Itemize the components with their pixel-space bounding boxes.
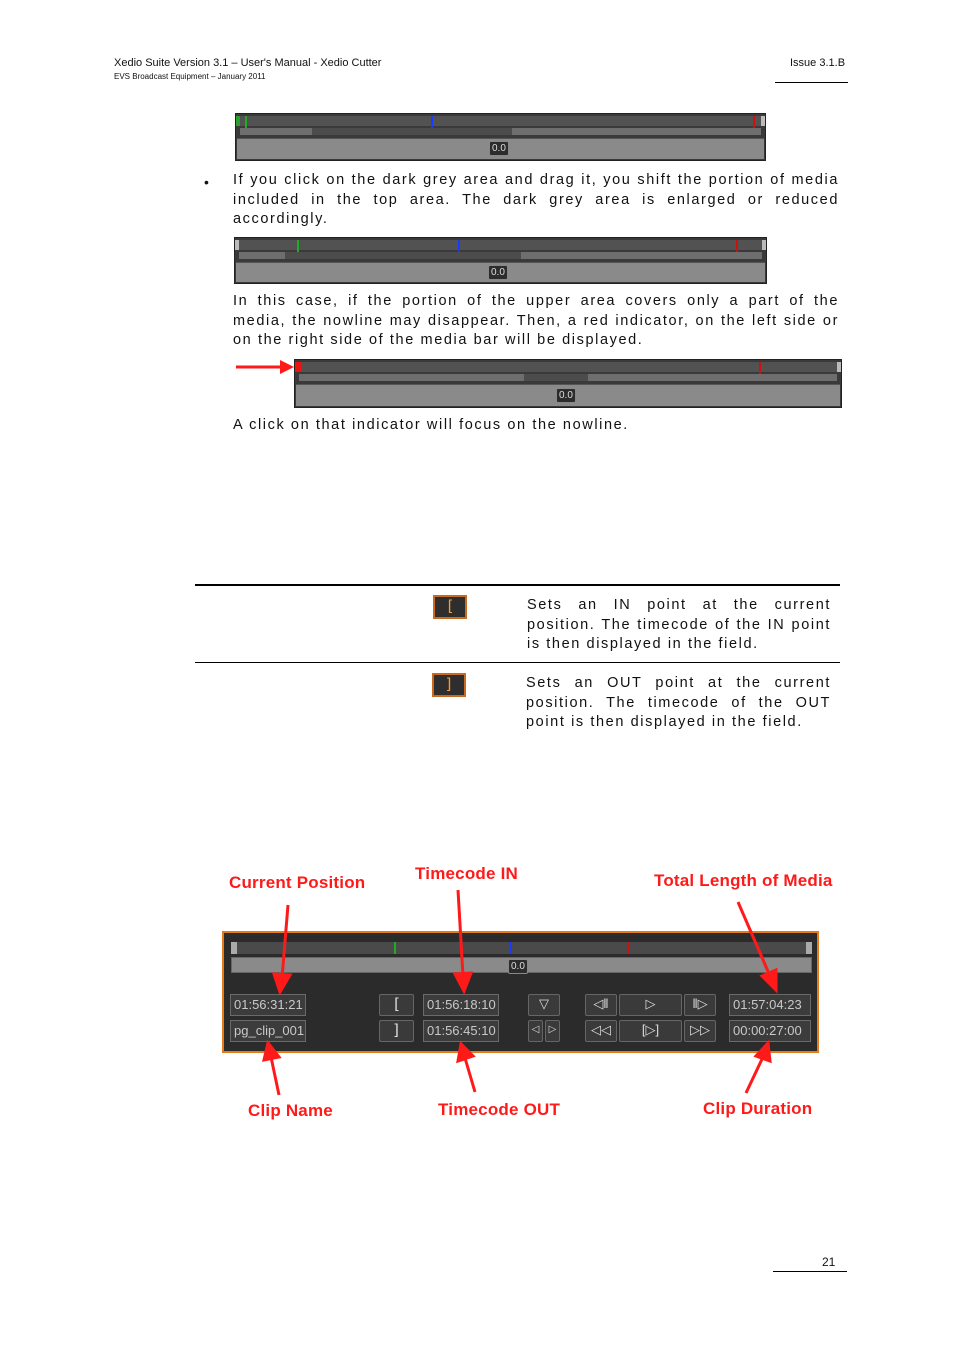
timecode-in-field[interactable]: 01:56:18:10 (423, 994, 499, 1016)
position-label: 0.0 (508, 959, 528, 974)
mark-in-button[interactable]: [ (379, 994, 414, 1016)
arrow-total-length-icon (738, 902, 770, 976)
annotation-total-length: Total Length of Media (654, 871, 833, 890)
mark-out-description: Sets an OUT point at the current position. The timecode of the OUT point is then displayed in the field. (526, 675, 831, 730)
header-subtitle: EVS Broadcast Equipment – January 2011 (114, 72, 266, 81)
go-to-out-icon: ‖▷ (692, 996, 708, 1011)
triangle-down-icon: ▽ (539, 996, 549, 1011)
position-label: 0.0 (556, 388, 576, 403)
footer-rule (773, 1271, 847, 1272)
mark-in-button[interactable]: [ (433, 595, 467, 619)
arrow-timecode-in-icon (458, 890, 463, 976)
fast-forward-icon: ▷▷ (690, 1022, 710, 1037)
clip-duration-field: 00:00:27:00 (729, 1020, 811, 1042)
bullet-icon: • (204, 174, 209, 190)
page-number: 21 (822, 1255, 836, 1269)
arrow-timecode-out-icon (465, 1058, 475, 1092)
step-forward-icon: ▷ (548, 1024, 557, 1035)
bullet-text: If you click on the dark grey area and drag it, you shift the portion of media included in the top area. The dark grey area is enlarged or reduced accordingly. (233, 172, 839, 227)
position-label: 0.0 (489, 141, 509, 156)
mark-out-button[interactable]: ] (432, 673, 466, 697)
rewind-icon: ◁◁ (591, 1022, 611, 1037)
mark-out-button[interactable]: ] (379, 1020, 414, 1042)
position-label: 0.0 (488, 265, 508, 280)
go-to-in-icon: ◁‖ (593, 996, 609, 1011)
header-issue: Issue 3.1.B (790, 57, 846, 69)
annotation-clip-duration: Clip Duration (703, 1099, 813, 1118)
step-back-icon: ◁ (531, 1024, 540, 1035)
annotation-clip-name: Clip Name (248, 1101, 333, 1120)
annotation-timecode-in: Timecode IN (415, 864, 518, 883)
annotation-current-position: Current Position (229, 873, 366, 892)
arrow-clip-duration-icon (746, 1057, 763, 1093)
clip-name-field[interactable]: pg_clip_001 (230, 1020, 306, 1042)
header-title: Xedio Suite Version 3.1 – User's Manual - Xedio Cutter (114, 57, 382, 69)
mark-in-description: Sets an IN point at the current position. The timecode of the IN point is then displayed in the field. (527, 597, 831, 652)
play-in-out-icon: [▷] (641, 1022, 660, 1037)
annotation-timecode-out: Timecode OUT (438, 1100, 561, 1119)
click-indicator-paragraph: A click on that indicator will focus on the nowline. (233, 417, 629, 433)
total-length-field: 01:57:04:23 (729, 994, 811, 1016)
timecode-out-field[interactable]: 01:56:45:10 (423, 1020, 499, 1042)
current-position-field: 01:56:31:21 (230, 994, 306, 1016)
play-icon: ▷ (645, 996, 656, 1011)
nowline-paragraph: In this case, if the portion of the upper area covers only a part of the media, the nowline may disappear. Then, a red indicator, on the left side or on the right side of the media bar will be displayed. (233, 293, 839, 348)
arrow-clip-name-icon (271, 1057, 279, 1095)
arrow-current-position-icon (282, 905, 288, 978)
